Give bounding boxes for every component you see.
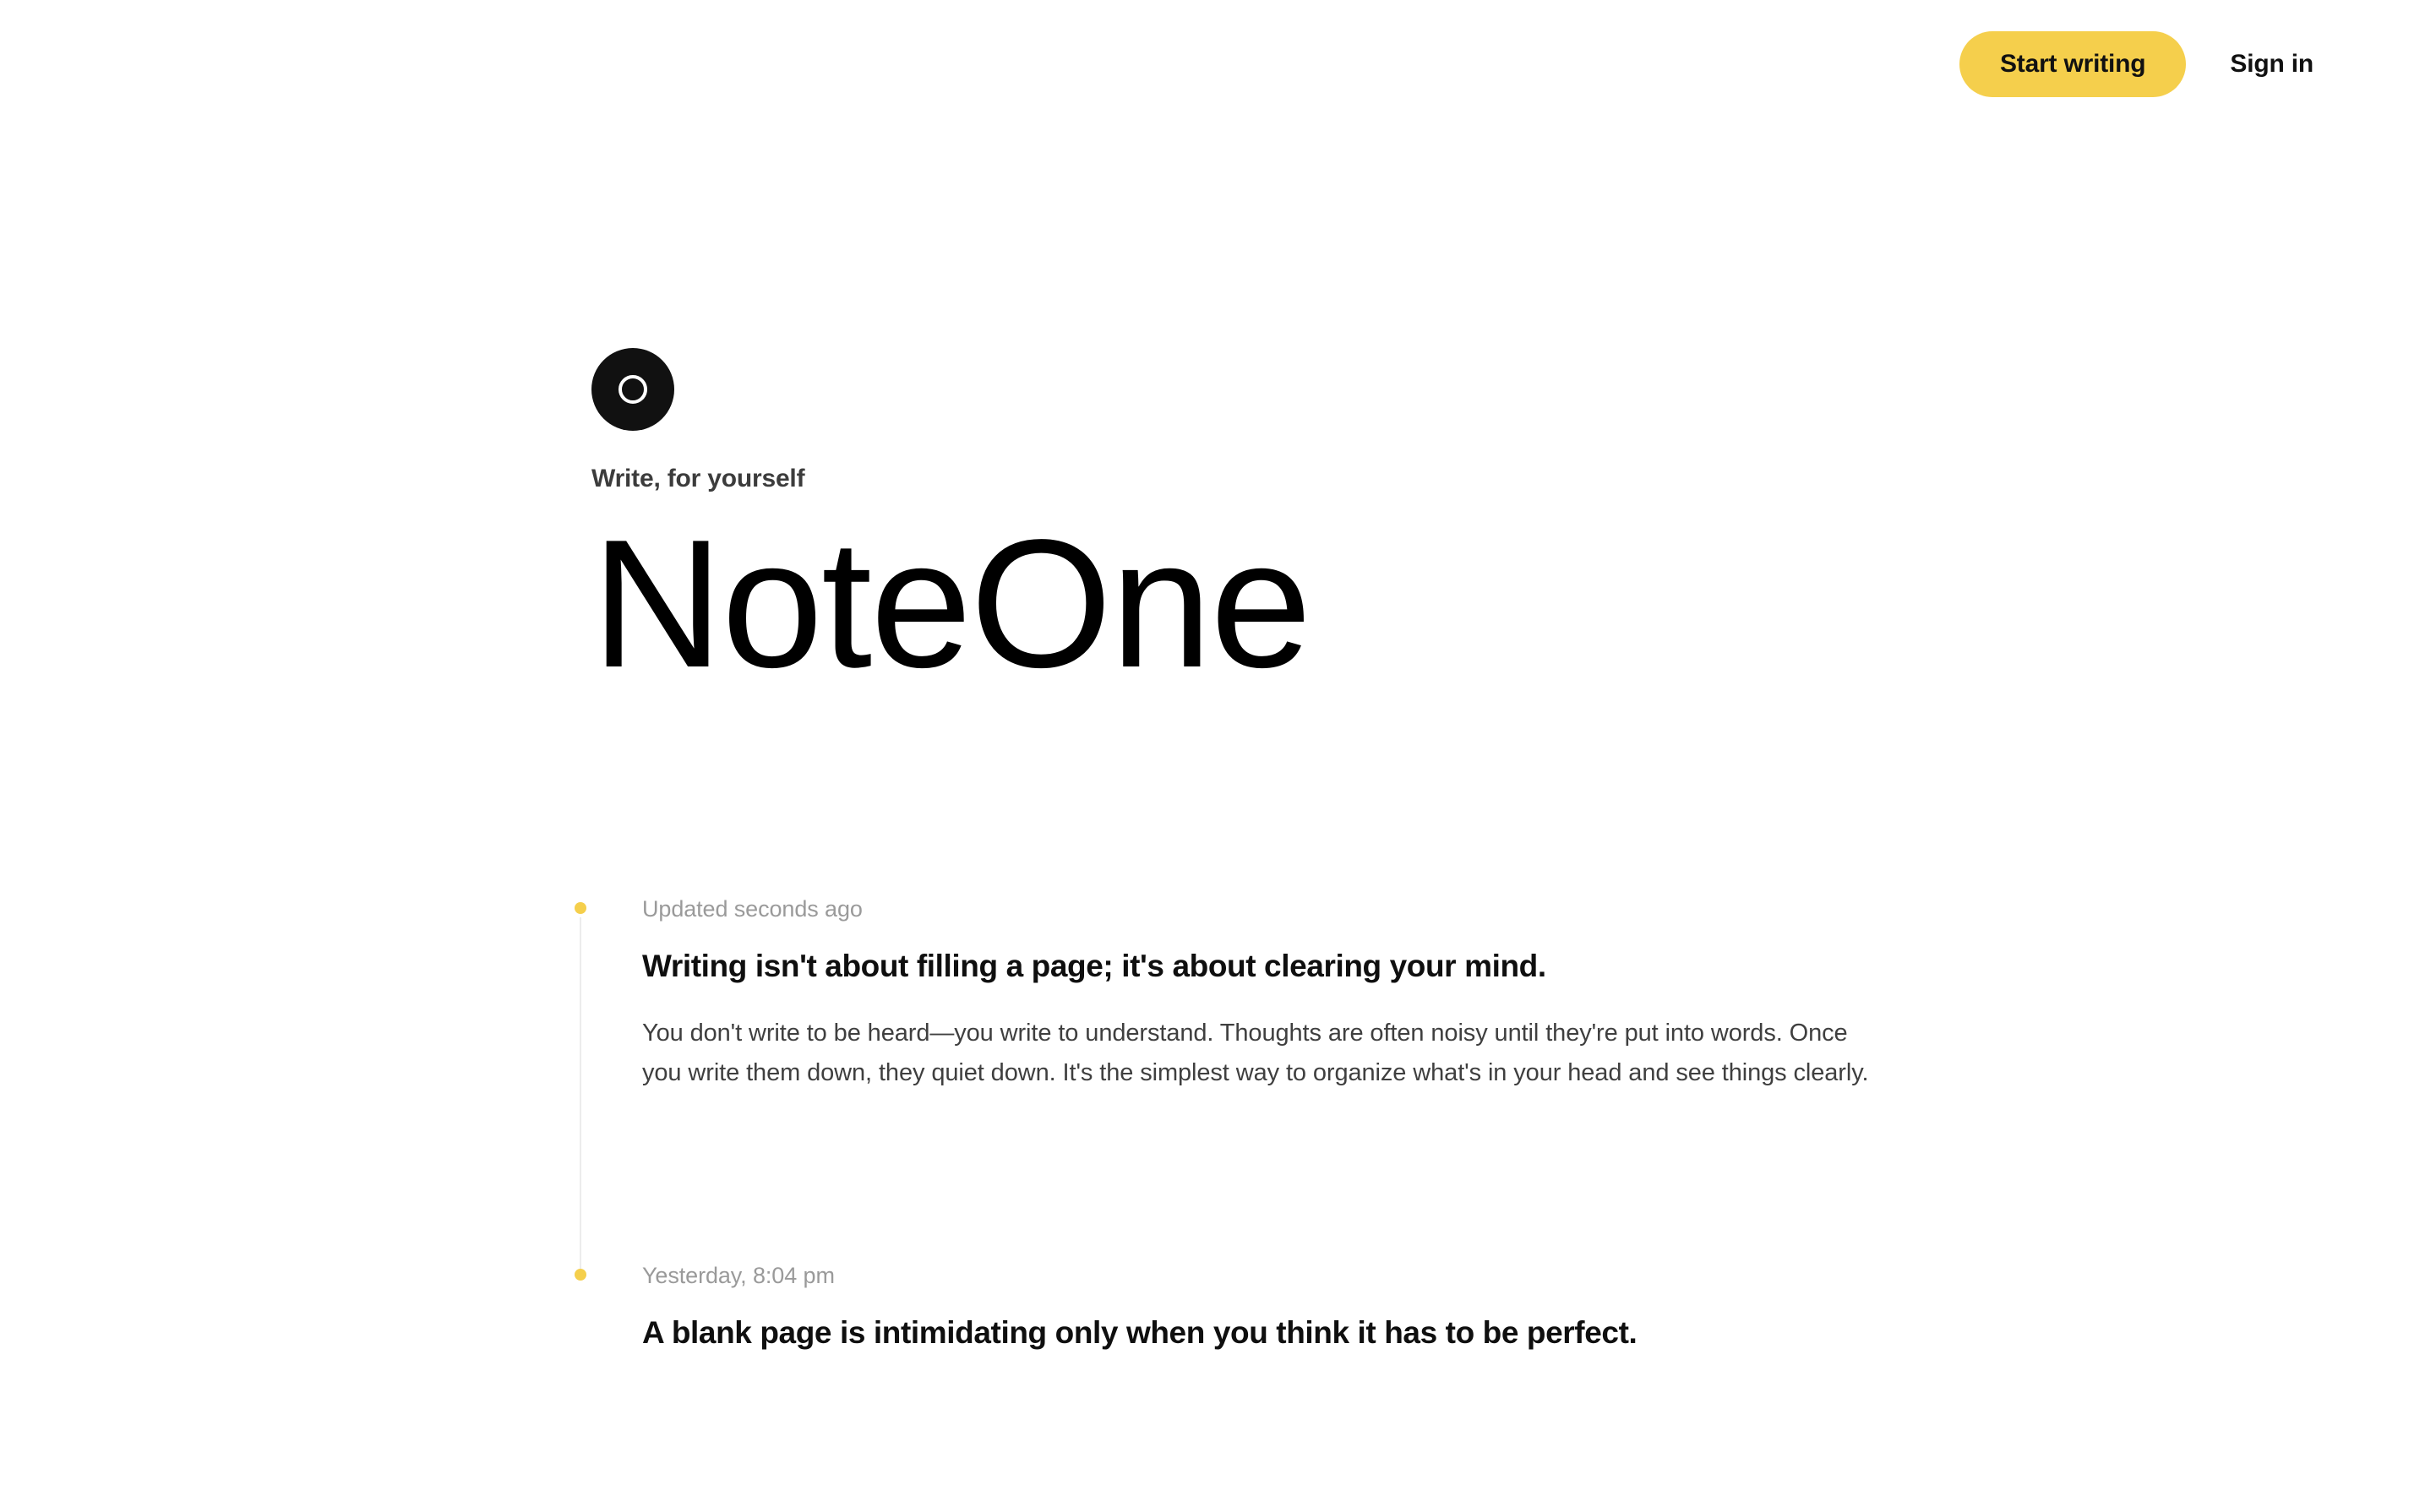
- timeline-dot-icon: [575, 902, 586, 914]
- start-writing-button[interactable]: Start writing: [1959, 31, 2186, 97]
- timeline-rail: [580, 917, 581, 1270]
- note-entry[interactable]: [575, 1262, 1926, 1404]
- timeline-dot-icon: [575, 1269, 586, 1281]
- sign-in-button[interactable]: Sign in: [2220, 43, 2324, 85]
- note-entry[interactable]: [575, 895, 1926, 1262]
- top-navigation-bar: [0, 0, 2425, 128]
- note-timestamp: Updated seconds ago: [642, 896, 863, 922]
- circle-ring-icon-inner: [619, 375, 647, 404]
- hero-tagline: Write, for yourself: [591, 465, 805, 492]
- note-title[interactable]: A blank page is intimidating only when you think it has to be perfect.: [642, 1315, 1638, 1351]
- notes-timeline: [575, 895, 1926, 1403]
- hero-section: [591, 348, 2028, 705]
- note-timestamp: Yesterday, 8:04 pm: [642, 1262, 835, 1288]
- note-title[interactable]: Writing isn't about filling a page; it's about clearing your mind.: [642, 949, 1546, 984]
- circle-ring-icon: [591, 348, 674, 431]
- note-body: You don't write to be heard—you write to understand. Thoughts are often noisy until they're put into words. Once you write them down, they quiet down. It's the simplest way to organize what's in your head and see things clearly.: [642, 1019, 1869, 1086]
- page-title: NoteOne: [591, 501, 1311, 705]
